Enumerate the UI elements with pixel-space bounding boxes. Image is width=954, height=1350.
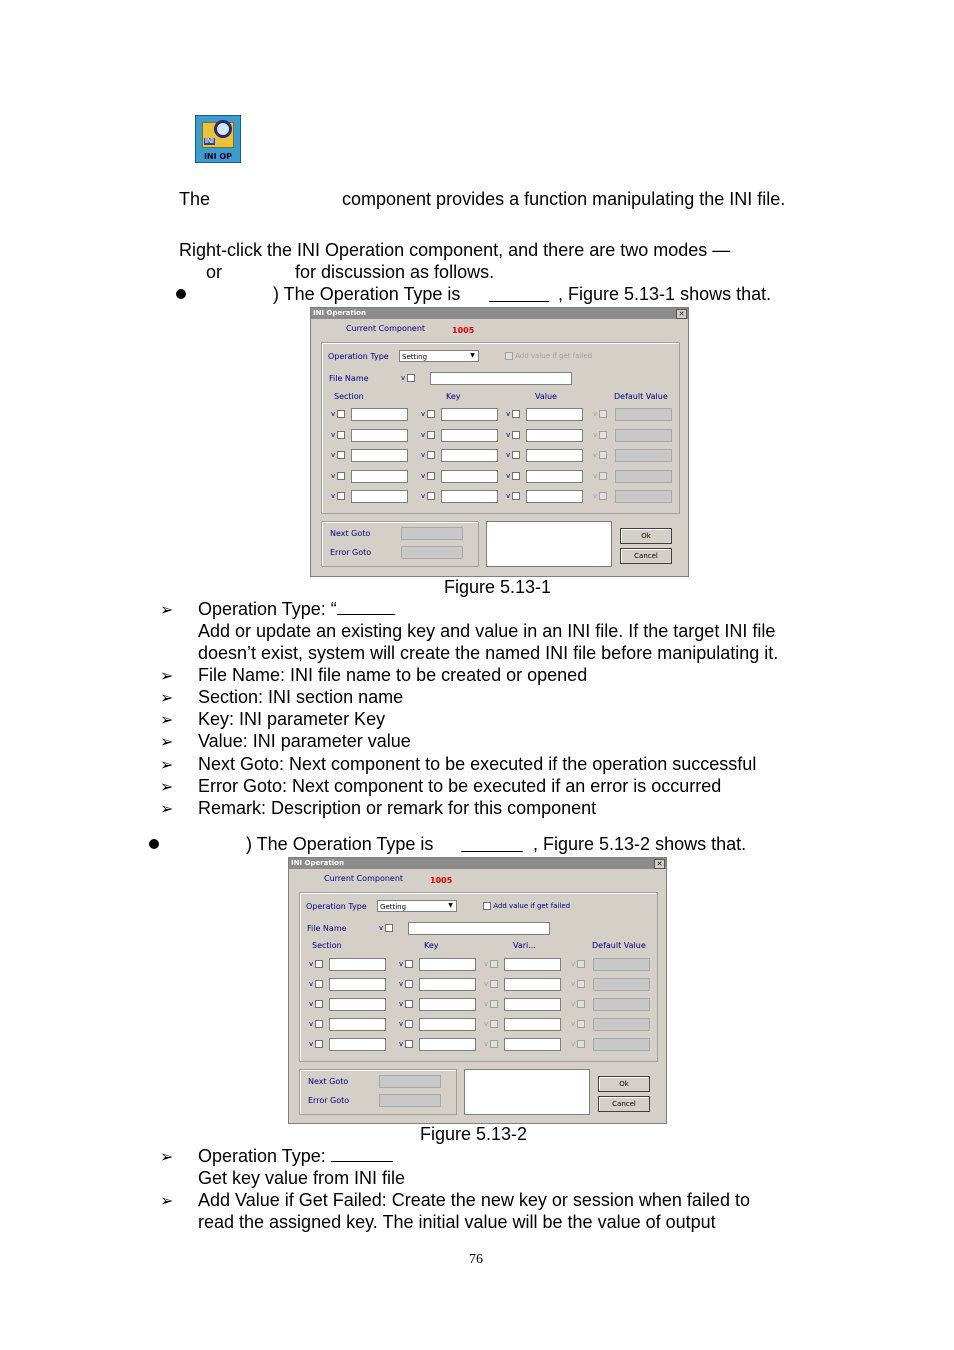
- item-section: Section: INI section name: [198, 687, 404, 707]
- remark-textarea[interactable]: [486, 521, 612, 567]
- arrow-bullet-icon: ➢: [160, 690, 174, 707]
- checkbox-box: [427, 472, 435, 480]
- operation-type-label: Operation Type: [306, 902, 367, 911]
- value-v-checkbox[interactable]: [484, 1040, 498, 1048]
- section-v-checkbox[interactable]: [309, 1040, 323, 1048]
- checkbox-box: [337, 451, 345, 459]
- default-value-input[interactable]: [593, 958, 650, 971]
- v-label: v: [399, 1000, 404, 1008]
- value-v-checkbox[interactable]: [506, 431, 520, 439]
- value-v-checkbox[interactable]: [484, 1000, 498, 1008]
- checkbox-box: [577, 1020, 585, 1028]
- key-input[interactable]: [419, 978, 476, 991]
- v-label: v: [309, 1020, 314, 1028]
- section-input[interactable]: [351, 408, 408, 421]
- key-v-checkbox[interactable]: [421, 410, 435, 418]
- col-section: Section: [334, 392, 364, 401]
- arrow-bullet-icon: ➢: [160, 712, 174, 729]
- key-v-checkbox[interactable]: [421, 472, 435, 480]
- col-default-value: Default Value: [614, 392, 668, 401]
- item-operation-type-2: [198, 1145, 393, 1167]
- item-next-goto: Next Goto: Next component to be executed if the operation successful: [198, 754, 757, 774]
- section-input[interactable]: [351, 490, 408, 503]
- checkbox-box: [337, 431, 345, 439]
- current-component-label: Current Component: [346, 324, 426, 333]
- next-goto-input[interactable]: [379, 1075, 441, 1088]
- v-label: v: [593, 451, 598, 459]
- default-value-input[interactable]: [593, 1018, 650, 1031]
- section-input[interactable]: [329, 958, 386, 971]
- checkbox-box: [337, 492, 345, 500]
- intro-component-desc: component provides a function manipulating the INI file.: [342, 189, 786, 209]
- checkbox-box: [315, 1000, 323, 1008]
- add-value-label: Add value if get failed: [493, 902, 571, 910]
- current-component-label: Current Component: [324, 874, 404, 883]
- section-input[interactable]: [351, 449, 408, 462]
- checkbox-box: [599, 472, 607, 480]
- checkbox-box: [315, 1040, 323, 1048]
- section-v-checkbox[interactable]: [331, 451, 345, 459]
- intro-discussion: for discussion as follows.: [295, 262, 495, 282]
- file-name-v-checkbox[interactable]: [379, 924, 393, 932]
- section-v-checkbox[interactable]: [331, 431, 345, 439]
- default-value-input[interactable]: [593, 1038, 650, 1051]
- checkbox-box: [512, 410, 520, 418]
- checkbox-box: [577, 980, 585, 988]
- v-label: v: [506, 431, 511, 439]
- key-v-checkbox[interactable]: [421, 451, 435, 459]
- default-value-input[interactable]: [593, 978, 650, 991]
- checkbox-box: [337, 472, 345, 480]
- checkbox-box: [490, 980, 498, 988]
- default-value-input[interactable]: [593, 998, 650, 1011]
- checkbox-box: [512, 431, 520, 439]
- cancel-button[interactable]: Cancel: [620, 548, 672, 564]
- operation-type-value: Setting: [402, 353, 428, 361]
- section1-figure-ref: , Figure 5.13-1 shows that.: [558, 284, 772, 304]
- checkbox-box: [505, 352, 513, 360]
- magnifier-icon: [214, 120, 232, 138]
- v-label: v: [506, 451, 511, 459]
- close-icon[interactable]: ✕: [654, 859, 665, 869]
- default-v-checkbox[interactable]: [571, 1000, 585, 1008]
- dialog-title: INI Operation: [289, 858, 666, 869]
- v-label: v: [506, 492, 511, 500]
- v-label: v: [571, 1020, 576, 1028]
- section-v-checkbox[interactable]: [331, 492, 345, 500]
- section-input[interactable]: [329, 1038, 386, 1051]
- variable-input[interactable]: [504, 1038, 561, 1051]
- section-input[interactable]: [351, 429, 408, 442]
- checkbox-box: [405, 1040, 413, 1048]
- checkbox-box: [512, 451, 520, 459]
- checkbox-box: [599, 451, 607, 459]
- default-value-input[interactable]: [615, 490, 672, 503]
- value-v-checkbox[interactable]: [506, 410, 520, 418]
- file-name-input[interactable]: [430, 372, 572, 385]
- default-v-checkbox[interactable]: [593, 431, 607, 439]
- ini-operation-dialog-getting: [288, 857, 667, 1124]
- arrow-bullet-icon: ➢: [160, 779, 174, 796]
- section2-figure-ref: , Figure 5.13-2 shows that.: [533, 834, 747, 854]
- value-v-checkbox[interactable]: [506, 492, 520, 500]
- item-add-value-2: read the assigned key. The initial value will be the value of output: [198, 1212, 716, 1232]
- v-label: v: [506, 410, 511, 418]
- file-name-v-checkbox[interactable]: [401, 374, 415, 382]
- v-label: v: [571, 1040, 576, 1048]
- figure-caption-1: Figure 5.13-1: [444, 577, 552, 597]
- checkbox-box: [405, 1020, 413, 1028]
- key-input[interactable]: [441, 408, 498, 421]
- col-key: Key: [446, 392, 461, 401]
- section-input[interactable]: [329, 1018, 386, 1031]
- v-label: v: [331, 431, 336, 439]
- v-label: v: [399, 1040, 404, 1048]
- v-label: v: [593, 410, 598, 418]
- checkbox-box: [337, 410, 345, 418]
- v-label: v: [399, 980, 404, 988]
- intro-right-click: Right-click the INI Operation component, and there are two modes —: [179, 240, 731, 260]
- variable-input[interactable]: [504, 958, 561, 971]
- default-v-checkbox[interactable]: [593, 492, 607, 500]
- add-value-label: Add value if get failed: [515, 352, 593, 360]
- checkbox-box: [427, 410, 435, 418]
- variable-input[interactable]: [504, 998, 561, 1011]
- section-v-checkbox[interactable]: [331, 410, 345, 418]
- v-label: v: [571, 1000, 576, 1008]
- blank-line: [489, 285, 549, 307]
- checkbox-box: [599, 431, 607, 439]
- key-v-checkbox[interactable]: [399, 1000, 413, 1008]
- key-v-checkbox[interactable]: [421, 431, 435, 439]
- default-v-checkbox[interactable]: [571, 1040, 585, 1048]
- item-text: Operation Type:: [198, 1146, 326, 1166]
- error-goto-label: Error Goto: [308, 1096, 350, 1105]
- section2-op-type: ) The Operation Type is: [246, 834, 434, 854]
- close-icon[interactable]: ✕: [676, 309, 687, 319]
- ini-operation-dialog-setting: [310, 307, 689, 577]
- error-goto-input[interactable]: [401, 546, 463, 559]
- v-label: v: [421, 431, 426, 439]
- key-input[interactable]: [419, 958, 476, 971]
- checkbox-box: [490, 1020, 498, 1028]
- checkbox-box: [405, 1000, 413, 1008]
- item-operation-type: [198, 598, 395, 620]
- bullet-dot: [149, 839, 159, 849]
- v-label: v: [593, 492, 598, 500]
- next-goto-label: Next Goto: [330, 529, 371, 538]
- bullet-dot: [176, 289, 186, 299]
- checkbox-box: [599, 492, 607, 500]
- key-input[interactable]: [419, 998, 476, 1011]
- col-section: Section: [312, 941, 342, 950]
- blank-line: [331, 1145, 393, 1162]
- value-input[interactable]: [526, 470, 583, 483]
- v-label: v: [309, 980, 314, 988]
- key-v-checkbox[interactable]: [399, 1040, 413, 1048]
- v-label: v: [421, 410, 426, 418]
- v-label: v: [484, 980, 489, 988]
- dialog-title: INI Operation: [311, 308, 688, 319]
- arrow-bullet-icon: ➢: [160, 757, 174, 774]
- value-v-checkbox[interactable]: [506, 451, 520, 459]
- key-v-checkbox[interactable]: [421, 492, 435, 500]
- default-v-checkbox[interactable]: [593, 410, 607, 418]
- checkbox-box: [427, 492, 435, 500]
- checkbox-box: [315, 960, 323, 968]
- arrow-bullet-icon: ➢: [160, 801, 174, 818]
- v-label: v: [399, 1020, 404, 1028]
- value-v-checkbox[interactable]: [484, 1020, 498, 1028]
- checkbox-box: [483, 902, 491, 910]
- section-input[interactable]: [329, 978, 386, 991]
- col-value: Vari...: [513, 941, 536, 950]
- next-goto-label: Next Goto: [308, 1077, 349, 1086]
- default-v-checkbox[interactable]: [571, 980, 585, 988]
- page-number: 76: [469, 1252, 483, 1267]
- cancel-button[interactable]: Cancel: [598, 1096, 650, 1112]
- default-v-checkbox[interactable]: [571, 1020, 585, 1028]
- figure-caption-2: Figure 5.13-2: [420, 1124, 528, 1144]
- blank-line: [337, 598, 395, 615]
- value-input[interactable]: [526, 449, 583, 462]
- v-label: v: [309, 1040, 314, 1048]
- key-input[interactable]: [441, 429, 498, 442]
- v-label: v: [399, 960, 404, 968]
- item-value: Value: INI parameter value: [198, 731, 411, 751]
- file-name-label: File Name: [329, 374, 369, 383]
- v-label: v: [484, 1000, 489, 1008]
- ini-op-icon: [195, 115, 241, 163]
- section-v-checkbox[interactable]: [309, 960, 323, 968]
- chevron-down-icon: ▼: [448, 902, 453, 909]
- v-label: v: [331, 472, 336, 480]
- item-remark: Remark: Description or remark for this component: [198, 798, 597, 818]
- item-operation-desc-1: Add or update an existing key and value in an INI file. If the target INI file: [198, 621, 776, 641]
- default-v-checkbox[interactable]: [571, 960, 585, 968]
- checkbox-box: [577, 1040, 585, 1048]
- intro-or: or: [206, 262, 223, 282]
- error-goto-label: Error Goto: [330, 548, 372, 557]
- v-label: v: [309, 960, 314, 968]
- section1-op-type: ) The Operation Type is: [273, 284, 461, 304]
- ok-button[interactable]: Ok: [620, 528, 672, 544]
- arrow-bullet-icon: ➢: [160, 602, 174, 619]
- col-default-value: Default Value: [592, 941, 646, 950]
- key-v-checkbox[interactable]: [399, 1020, 413, 1028]
- item-add-value-1: Add Value if Get Failed: Create the new key or session when failed to: [198, 1190, 750, 1210]
- file-name-label: File Name: [307, 924, 347, 933]
- value-input[interactable]: [526, 490, 583, 503]
- v-label: v: [421, 451, 426, 459]
- v-label: v: [571, 960, 576, 968]
- blank-line: [461, 835, 523, 857]
- default-value-input[interactable]: [615, 408, 672, 421]
- checkbox-box: [490, 1000, 498, 1008]
- checkbox-box: [512, 472, 520, 480]
- default-value-input[interactable]: [615, 470, 672, 483]
- v-label: v: [506, 472, 511, 480]
- key-input[interactable]: [419, 1018, 476, 1031]
- col-value: Value: [535, 392, 557, 401]
- section-v-checkbox[interactable]: [309, 1020, 323, 1028]
- key-input[interactable]: [441, 490, 498, 503]
- next-goto-input[interactable]: [401, 527, 463, 540]
- section-v-checkbox[interactable]: [331, 472, 345, 480]
- operation-type-select[interactable]: [399, 350, 479, 362]
- default-v-checkbox[interactable]: [593, 451, 607, 459]
- default-v-checkbox[interactable]: [593, 472, 607, 480]
- checkbox-box: [490, 960, 498, 968]
- value-v-checkbox[interactable]: [506, 472, 520, 480]
- arrow-bullet-icon: ➢: [160, 1149, 174, 1166]
- item-text: Operation Type: “: [198, 599, 337, 619]
- variable-input[interactable]: [504, 978, 561, 991]
- item-get-key-desc: Get key value from INI file: [198, 1168, 406, 1188]
- key-input[interactable]: [441, 470, 498, 483]
- value-input[interactable]: [526, 429, 583, 442]
- v-label: v: [421, 492, 426, 500]
- file-name-input[interactable]: [408, 922, 550, 935]
- default-value-input[interactable]: [615, 429, 672, 442]
- arrow-bullet-icon: ➢: [160, 668, 174, 685]
- section-v-checkbox[interactable]: [309, 1000, 323, 1008]
- item-file-name: File Name: INI file name to be created or opened: [198, 665, 588, 685]
- chevron-down-icon: ▼: [470, 352, 475, 359]
- v-label: v: [331, 451, 336, 459]
- default-value-input[interactable]: [615, 449, 672, 462]
- v-label: v: [593, 472, 598, 480]
- checkbox-box: [405, 960, 413, 968]
- intro-the: The: [179, 189, 211, 209]
- v-label: v: [401, 374, 406, 382]
- checkbox-box: [427, 451, 435, 459]
- section-input[interactable]: [351, 470, 408, 483]
- add-value-checkbox[interactable]: [503, 352, 592, 360]
- checkbox-box: [599, 410, 607, 418]
- v-label: v: [309, 1000, 314, 1008]
- settings-group: [299, 892, 658, 1062]
- checkbox-box: [512, 492, 520, 500]
- add-value-checkbox[interactable]: [481, 902, 570, 910]
- checkbox-box: [407, 374, 415, 382]
- item-key: Key: INI parameter Key: [198, 709, 386, 729]
- value-input[interactable]: [526, 408, 583, 421]
- v-label: v: [484, 1040, 489, 1048]
- icon-small-label: INI: [205, 138, 214, 145]
- checkbox-box: [577, 1000, 585, 1008]
- ok-button[interactable]: Ok: [598, 1076, 650, 1092]
- v-label: v: [421, 472, 426, 480]
- item-operation-desc-2: doesn’t exist, system will create the named INI file before manipulating it.: [198, 643, 779, 663]
- key-input[interactable]: [419, 1038, 476, 1051]
- value-v-checkbox[interactable]: [484, 980, 498, 988]
- v-label: v: [331, 492, 336, 500]
- current-component-value: 1005: [430, 876, 453, 885]
- v-label: v: [484, 1020, 489, 1028]
- operation-type-label: Operation Type: [328, 352, 389, 361]
- checkbox-box: [315, 1020, 323, 1028]
- variable-input[interactable]: [504, 1018, 561, 1031]
- arrow-bullet-icon: ➢: [160, 734, 174, 751]
- checkbox-box: [490, 1040, 498, 1048]
- key-input[interactable]: [441, 449, 498, 462]
- remark-textarea[interactable]: [464, 1069, 590, 1115]
- key-v-checkbox[interactable]: [399, 980, 413, 988]
- checkbox-box: [385, 924, 393, 932]
- v-label: v: [593, 431, 598, 439]
- settings-group: [321, 342, 680, 514]
- checkbox-box: [405, 980, 413, 988]
- arrow-bullet-icon: ➢: [160, 1193, 174, 1210]
- checkbox-box: [577, 960, 585, 968]
- checkbox-box: [427, 431, 435, 439]
- section-v-checkbox[interactable]: [309, 980, 323, 988]
- icon-label: INI OP: [203, 152, 233, 161]
- current-component-value: 1005: [452, 326, 475, 335]
- error-goto-input[interactable]: [379, 1094, 441, 1107]
- operation-type-select[interactable]: [377, 900, 457, 912]
- v-label: v: [379, 924, 384, 932]
- operation-type-value: Getting: [380, 903, 407, 911]
- v-label: v: [571, 980, 576, 988]
- key-v-checkbox[interactable]: [399, 960, 413, 968]
- section-input[interactable]: [329, 998, 386, 1011]
- v-label: v: [484, 960, 489, 968]
- item-error-goto: Error Goto: Next component to be executed if an error is occurred: [198, 776, 722, 796]
- value-v-checkbox[interactable]: [484, 960, 498, 968]
- v-label: v: [331, 410, 336, 418]
- checkbox-box: [315, 980, 323, 988]
- col-key: Key: [424, 941, 439, 950]
